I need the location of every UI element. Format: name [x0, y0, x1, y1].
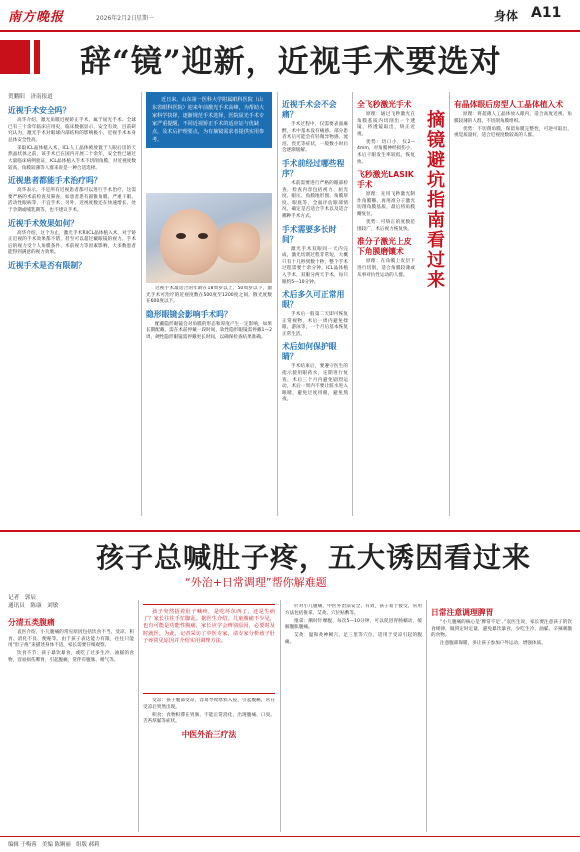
subheading: 近视患者都能手术治疗吗？	[8, 176, 102, 186]
column-divider	[138, 600, 139, 832]
article1-column-2-top	[146, 152, 272, 192]
paragraph: 高华介绍，激光角膜近视矫正手术，属于屈光手术。全球已有三十余年临床应用史，临床数据显示，安全有效，目前研究认为，激光手术对眼球内部结构的影响极小，近视手术本身总体安全性高。	[8, 118, 136, 143]
article2-byline	[8, 594, 58, 610]
paragraph: 受凉：孩子腹部受凉，容易导致寒邪入侵，引起腹痛，常在受凉后突然出现。	[143, 698, 275, 710]
paragraph: 原理：将超薄人工晶体放入眼内，适合高度近视、角膜较薄的人群，不切削角膜组织。	[454, 112, 572, 124]
subheading: 准分子激光上皮下角膜磨镶术	[357, 237, 412, 257]
column-divider	[141, 92, 142, 516]
article1-byline: 贺鹏阳 济南报道	[8, 94, 53, 100]
paragraph: 注意腹部保暖，多让孩子参加户外运动，增强体质。	[440, 641, 546, 647]
paragraph: 推拿：顺时针摩腹，每次5—10分钟，可以促进胃肠蠕动，缓解腹胀腹痛。	[285, 618, 422, 631]
photo-caption: 近视手术最适合的年龄在18周岁以上，50周岁以下，激光手术可治疗的近视度数在500度至1200度之间，散光度数在600度以下。	[146, 286, 272, 305]
byline-line: 记者 郭辰	[8, 595, 36, 601]
article2-headline: 孩子总喊肚子疼，五大诱因看过来	[96, 541, 532, 574]
column-divider	[352, 92, 353, 516]
subheading: 日常注意调理脾胃	[431, 608, 494, 617]
paragraph: 原理：在角膜上皮层下进行切削，适合角膜较薄或从事对抗性运动的人群。	[357, 259, 415, 278]
article1-column-5	[454, 96, 572, 516]
article1-lead-box: 近日来，山东第一医科大学附属眼科医院（山东省眼科医院）迎来年前激光手术高峰，为帮助大家科学抉择，逐渐规范手术选择，医院屈光手术专家严重提醒，不同近视矫正手术的适应证与优缺点，及术后护理要点，为有摘镜需求者提供实用参考。	[146, 92, 272, 148]
paragraph: 袁医介绍，小儿腹痛的常见原因包括饮食不当、受凉、积食、消化不良、便秘等。由于孩子表达能力有限，往往只能用“肚子疼”来描述身体不适，家长需要仔细观察。	[8, 630, 134, 649]
footer-credits: 编辑 于梅蓉 美编 陈婀丽 组版 郝莉	[8, 842, 100, 848]
article1-headline: 辞“镜”迎新，近视手术要选对	[80, 44, 502, 80]
article2-column-2	[143, 698, 275, 834]
paragraph: 优势：不切削角膜，保留角膜完整性，可逆可取出，视觉质量好，适合近视度数较高的人群。	[454, 126, 572, 139]
subheading: 飞秒激光LASIK手术	[357, 170, 414, 190]
section-name: 身体	[494, 9, 519, 23]
paragraph: 激光手术双眼同一天内完成，激光切削过程非常短，大概只有十几秒到数十秒，整个手术过程需要十余分钟。ICL晶体植入手术，双眼分两天手术，每只眼约5—10分钟。	[282, 246, 348, 285]
article2-column-1	[8, 614, 134, 834]
article2-headline-block	[0, 530, 580, 588]
subheading: 有晶体眼后房型人工晶体植入术	[454, 100, 564, 109]
paragraph: 原理：通过飞秒激光在角膜基质内切削出一个透镜，将透镜取出，矫正近视。	[357, 112, 415, 137]
page-footer	[0, 836, 580, 852]
paragraph: 原理：先用飞秒激光制作角膜瓣，再用准分子激光切削角膜基质，最后将角膜瓣复位。	[357, 192, 415, 218]
eye-illustration	[176, 233, 186, 239]
paragraph: 饮食不节：孩子暴饮暴食，或吃了过多生冷、油腻的食物，容易损伤脾胃，引起腹痛，常伴有腹胀、嗳气等。	[8, 651, 134, 663]
article2-column-3	[285, 604, 422, 834]
paragraph: 术前需要进行严格的眼部检查，检查内容包括视力、屈光度、眼压、角膜地形图、角膜厚度、眼底等，全面评估眼部情况，确定是否适合手术以及适合哪种手术方式。	[282, 180, 348, 219]
issue-date: 2026年2月2日	[96, 15, 137, 22]
subheading: 术后多久可正常用眼？	[282, 290, 345, 310]
paragraph: 优势：可矫正的度数范围较广，术后视力恢复快。	[357, 220, 415, 232]
page-number: A11	[531, 5, 562, 21]
article2-column-4	[431, 604, 572, 834]
article1-column-1	[8, 102, 136, 516]
subheading: 全飞秒激光手术	[357, 100, 412, 109]
issue-weekday: 星期一	[136, 15, 155, 22]
headline-accent-bar	[34, 40, 40, 74]
paragraph: 积食：食物积滞在胃肠，不能正常消化，出现腹痛、口臭、舌苔厚腻等症状。	[143, 712, 275, 725]
column-divider	[426, 600, 427, 832]
paragraph: 艾灸：温和灸神阙穴、足三里等穴位，适用于受凉引起的腹痛。	[285, 633, 422, 645]
paragraph: 针对小儿腹痛，中医外治法安全、有效，孩子易于接受，常用方法包括推拿、艾灸、穴位贴敷等。	[285, 604, 422, 616]
paragraph: 高华表示，不是所有近视患者都可以进行手术治疗，这需要严格的术前检查及筛查，如患者患有圆锥角膜、严重干眼、活动性眼病等，不宜手术；另外，近视度数还在快速增长、处于孕期或哺乳期等，也不建议手术。	[8, 188, 136, 214]
subheading: 中医外治三疗法	[181, 729, 237, 739]
article1-column-4	[357, 96, 415, 516]
subheading: 近视手术会不会痛？	[282, 100, 337, 119]
paragraph: 高华介绍，这个为止，激光手术和ICL晶体植入术，对于矫正近视的手术效果都不错，甚至可以超过戴眼镜的视力。手术后的视力受个人角膜条件、术前视力等因素影响，大多数患者能得到满意的视力效果。	[8, 230, 136, 256]
eye-illustration	[198, 233, 208, 239]
subheading: 分清五类腹痛	[8, 618, 55, 627]
byline-line: 通讯员 陈康 刘敏	[8, 603, 59, 609]
paragraph: 优势：切口小，仅2—4mm，对角膜神经损伤小，术后干眼发生率较低，恢复快。	[357, 139, 415, 165]
article1-column-2	[146, 286, 272, 516]
sidebar-title: 摘镜避坑指南看过来	[424, 110, 445, 290]
article1-headline-block	[0, 30, 580, 86]
subheading: 手术需要多长时间？	[282, 224, 337, 244]
lead-paragraph: 孩子突然捂着肚子喊疼，是吃坏东西了，还是生病了？家长往往手忙脚乱。据医生介绍，儿童腹痛不少见，也有可能是功能性腹痛，家长应学会辨别原因，必要时及时就医。为此，记者采访了中医专家，请专家分析孩子肚子疼常见原因并介绍实用调理方法。	[143, 609, 275, 644]
subheading: 手术前经过哪些程序？	[282, 158, 345, 178]
article1-column-3	[282, 96, 348, 516]
subheading: 近视手术效果如何？	[8, 218, 79, 228]
subheading: 近视手术安全吗？	[8, 106, 71, 115]
paragraph: 手术过程中，仅需要表面麻醉，术中基本没有痛感。部分患者术后可能会有轻微异物感、流泪、畏光等症状，一般数小时后会逐渐缓解。	[282, 122, 348, 154]
paragraph: 配戴隐形眼镜会对角膜的形态和厚度产生一定影响，如果长期配戴，需在术前停戴一段时间，软性隐形眼镜需停戴1—2周，硬性隐形眼镜需停戴更长时间，以确保检查结果准确。	[146, 321, 272, 340]
hand-illustration	[216, 223, 260, 263]
subheading: 术后如何保护眼睛？	[282, 342, 337, 362]
paragraph: 手术结束后，要遵守医生的指示使用眼药水，定期进行复查，术后三个月内避免剧烈运动，术后一周内不要让脏水进入眼睛，避免过度用眼，避免熬夜。	[282, 364, 348, 403]
subheading: 隐形眼镜会影响手术吗？	[146, 309, 232, 319]
subheading: 近视手术是否有限制？	[8, 261, 86, 270]
paragraph: “小儿腹痛的核心是‘脾常不足’。”袁医生说，家长要注意孩子的饮食规律，做到定时定量，避免暴饮暴食，少吃生冷、油腻、辛辣刺激的食物。	[431, 620, 572, 639]
headline-accent-bar	[0, 40, 30, 74]
article2-subtitle: “外治+日常调理”帮你解难题	[185, 576, 327, 589]
eye-photo	[146, 193, 272, 283]
paragraph: 采取ICL晶体植入术，ICL人工晶体被放置于人眼后房的天然晶状体之前，该手术已在国内开展二十余年，安全性已通过大量临床病例验证，ICL晶体植入手术不切削角膜，对近视度数较高、角膜较薄等人群来说是一种合适选择。	[8, 145, 136, 171]
paragraph: 手术后一般第二天即可恢复正常视物，术后一周内避免揉眼、游泳等，一个月后基本恢复正常生活。	[282, 312, 348, 337]
article2-lead-box	[143, 604, 275, 694]
newspaper-logo: 南方晚报	[8, 10, 65, 25]
column-divider	[280, 600, 281, 832]
column-divider	[449, 92, 450, 516]
column-divider	[277, 92, 278, 516]
face-illustration	[160, 209, 220, 275]
page-header	[0, 0, 580, 32]
